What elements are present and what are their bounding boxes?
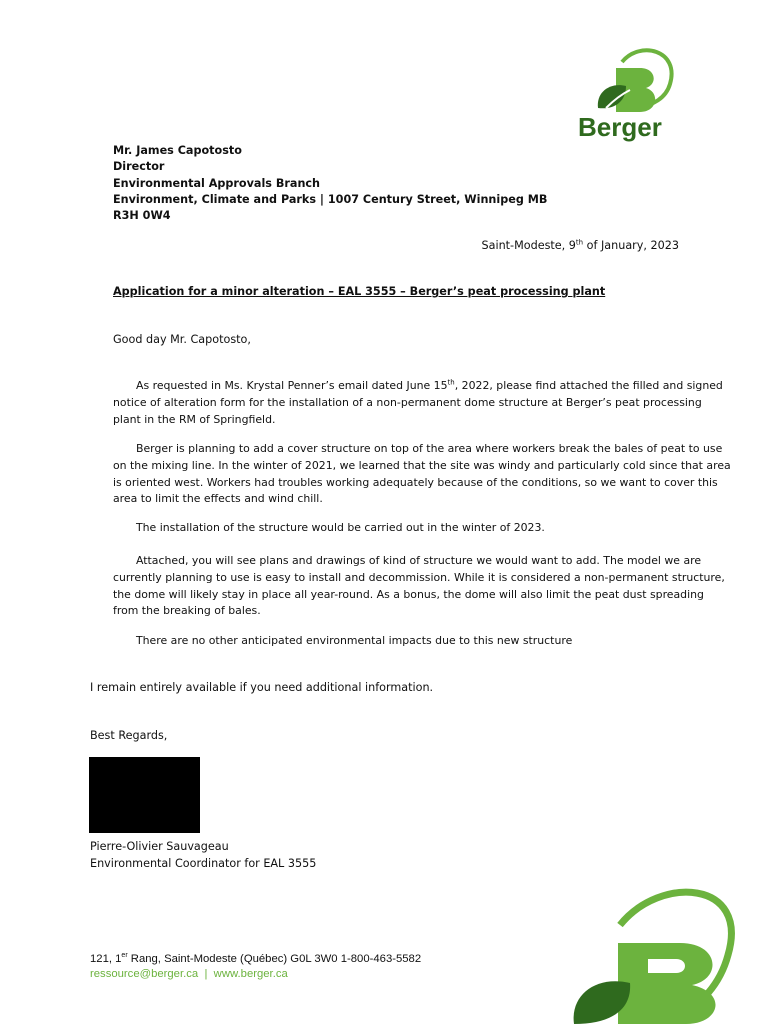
paragraph-4 (113, 553, 725, 620)
recipient-branch: Environmental Approvals Branch (113, 176, 321, 190)
paragraph-2-line-2: on the mixing line. In the winter of 2021, we learned that the site was windy and particularly cold since that area (113, 458, 731, 472)
footer (90, 952, 421, 982)
paragraph-2-line-4: area to limit the effects and wind chill. (113, 492, 323, 506)
letter-subject: Application for a minor alteration – EAL 3555 – Berger’s peat processing plant (113, 285, 606, 298)
p1-text-a: As requested in Ms. Krystal Penner’s email dated June 15 (136, 379, 448, 392)
footer-email[interactable]: ressource@berger.ca (90, 968, 199, 980)
paragraph-1-line-1 (113, 378, 723, 395)
sign-off: Best Regards, (90, 729, 168, 742)
date-prefix: Saint-Modeste, 9 (481, 239, 576, 252)
footer-address-a: 121, 1 (90, 953, 122, 965)
recipient-address: Environment, Climate and Parks | 1007 Century Street, Winnipeg MB (113, 192, 548, 206)
paragraph-4-line-3: the dome will likely stay in place all year-round. As a bonus, the dome will also limit the peat dust spreading (113, 587, 704, 601)
paragraph-4-line-4: from the breaking of bales. (113, 604, 261, 618)
availability-note: I remain entirely available if you need additional information. (90, 681, 434, 694)
recipient-postal: R3H 0W4 (113, 209, 171, 223)
berger-large-logo-mark (560, 885, 770, 1024)
footer-address-sup: er (121, 952, 128, 960)
logo-wordmark: Berger (578, 112, 662, 142)
large-logo-b-shape (618, 943, 716, 1024)
footer-contact (90, 967, 421, 982)
paragraph-5-line-1: There are no other anticipated environmental impacts due to this new structure (136, 634, 573, 647)
paragraph-4-line-1: Attached, you will see plans and drawings of kind of structure we would want to add. The model we are (136, 554, 702, 567)
paragraph-1 (113, 378, 723, 428)
paragraph-1-line-2: notice of alteration form for the installation of a non-permanent dome structure at Berger’s peat processing (113, 395, 702, 409)
footer-separator: | (204, 968, 208, 980)
footer-website[interactable]: www.berger.ca (213, 968, 288, 980)
signatory-block (90, 839, 316, 872)
footer-address-b: Rang, Saint-Modeste (Québec) G0L 3W0 1-800-463-5582 (127, 953, 422, 965)
recipient-name: Mr. James Capotosto (113, 144, 242, 157)
paragraph-2 (113, 441, 731, 508)
signatory-role: Environmental Coordinator for EAL 3555 (90, 856, 317, 870)
greeting: Good day Mr. Capotosto, (113, 333, 251, 346)
paragraph-4-line-2: currently planning to use is easy to install and decommission. While it is considered a non-permanent structure, (113, 570, 725, 584)
paragraph-3 (113, 520, 679, 537)
recipient-title: Director (113, 160, 165, 174)
paragraph-5 (113, 633, 679, 650)
footer-address (90, 952, 421, 967)
letter-date (482, 239, 679, 252)
berger-logo (570, 44, 685, 144)
date-sup: th (575, 238, 584, 247)
paragraph-1-line-3: plant in the RM of Springfield. (113, 412, 276, 426)
p1-sup: th (447, 378, 455, 387)
redacted-signature (89, 757, 200, 833)
date-suffix: of January, 2023 (583, 239, 679, 252)
signatory-name: Pierre-Olivier Sauvageau (90, 840, 229, 853)
paragraph-2-line-1: Berger is planning to add a cover structure on top of the area where workers break the bales of peat to use (136, 442, 723, 455)
p1-text-b: , 2022, please find attached the filled and signed (454, 379, 723, 392)
large-logo-b-counter-top (648, 959, 685, 973)
paragraph-3-line-1: The installation of the structure would be carried out in the winter of 2023. (136, 521, 545, 534)
paragraph-2-line-3: is oriented west. Workers had troubles working adequately because of the conditions, so we want to cover this (113, 475, 718, 489)
recipient-block (113, 143, 547, 224)
